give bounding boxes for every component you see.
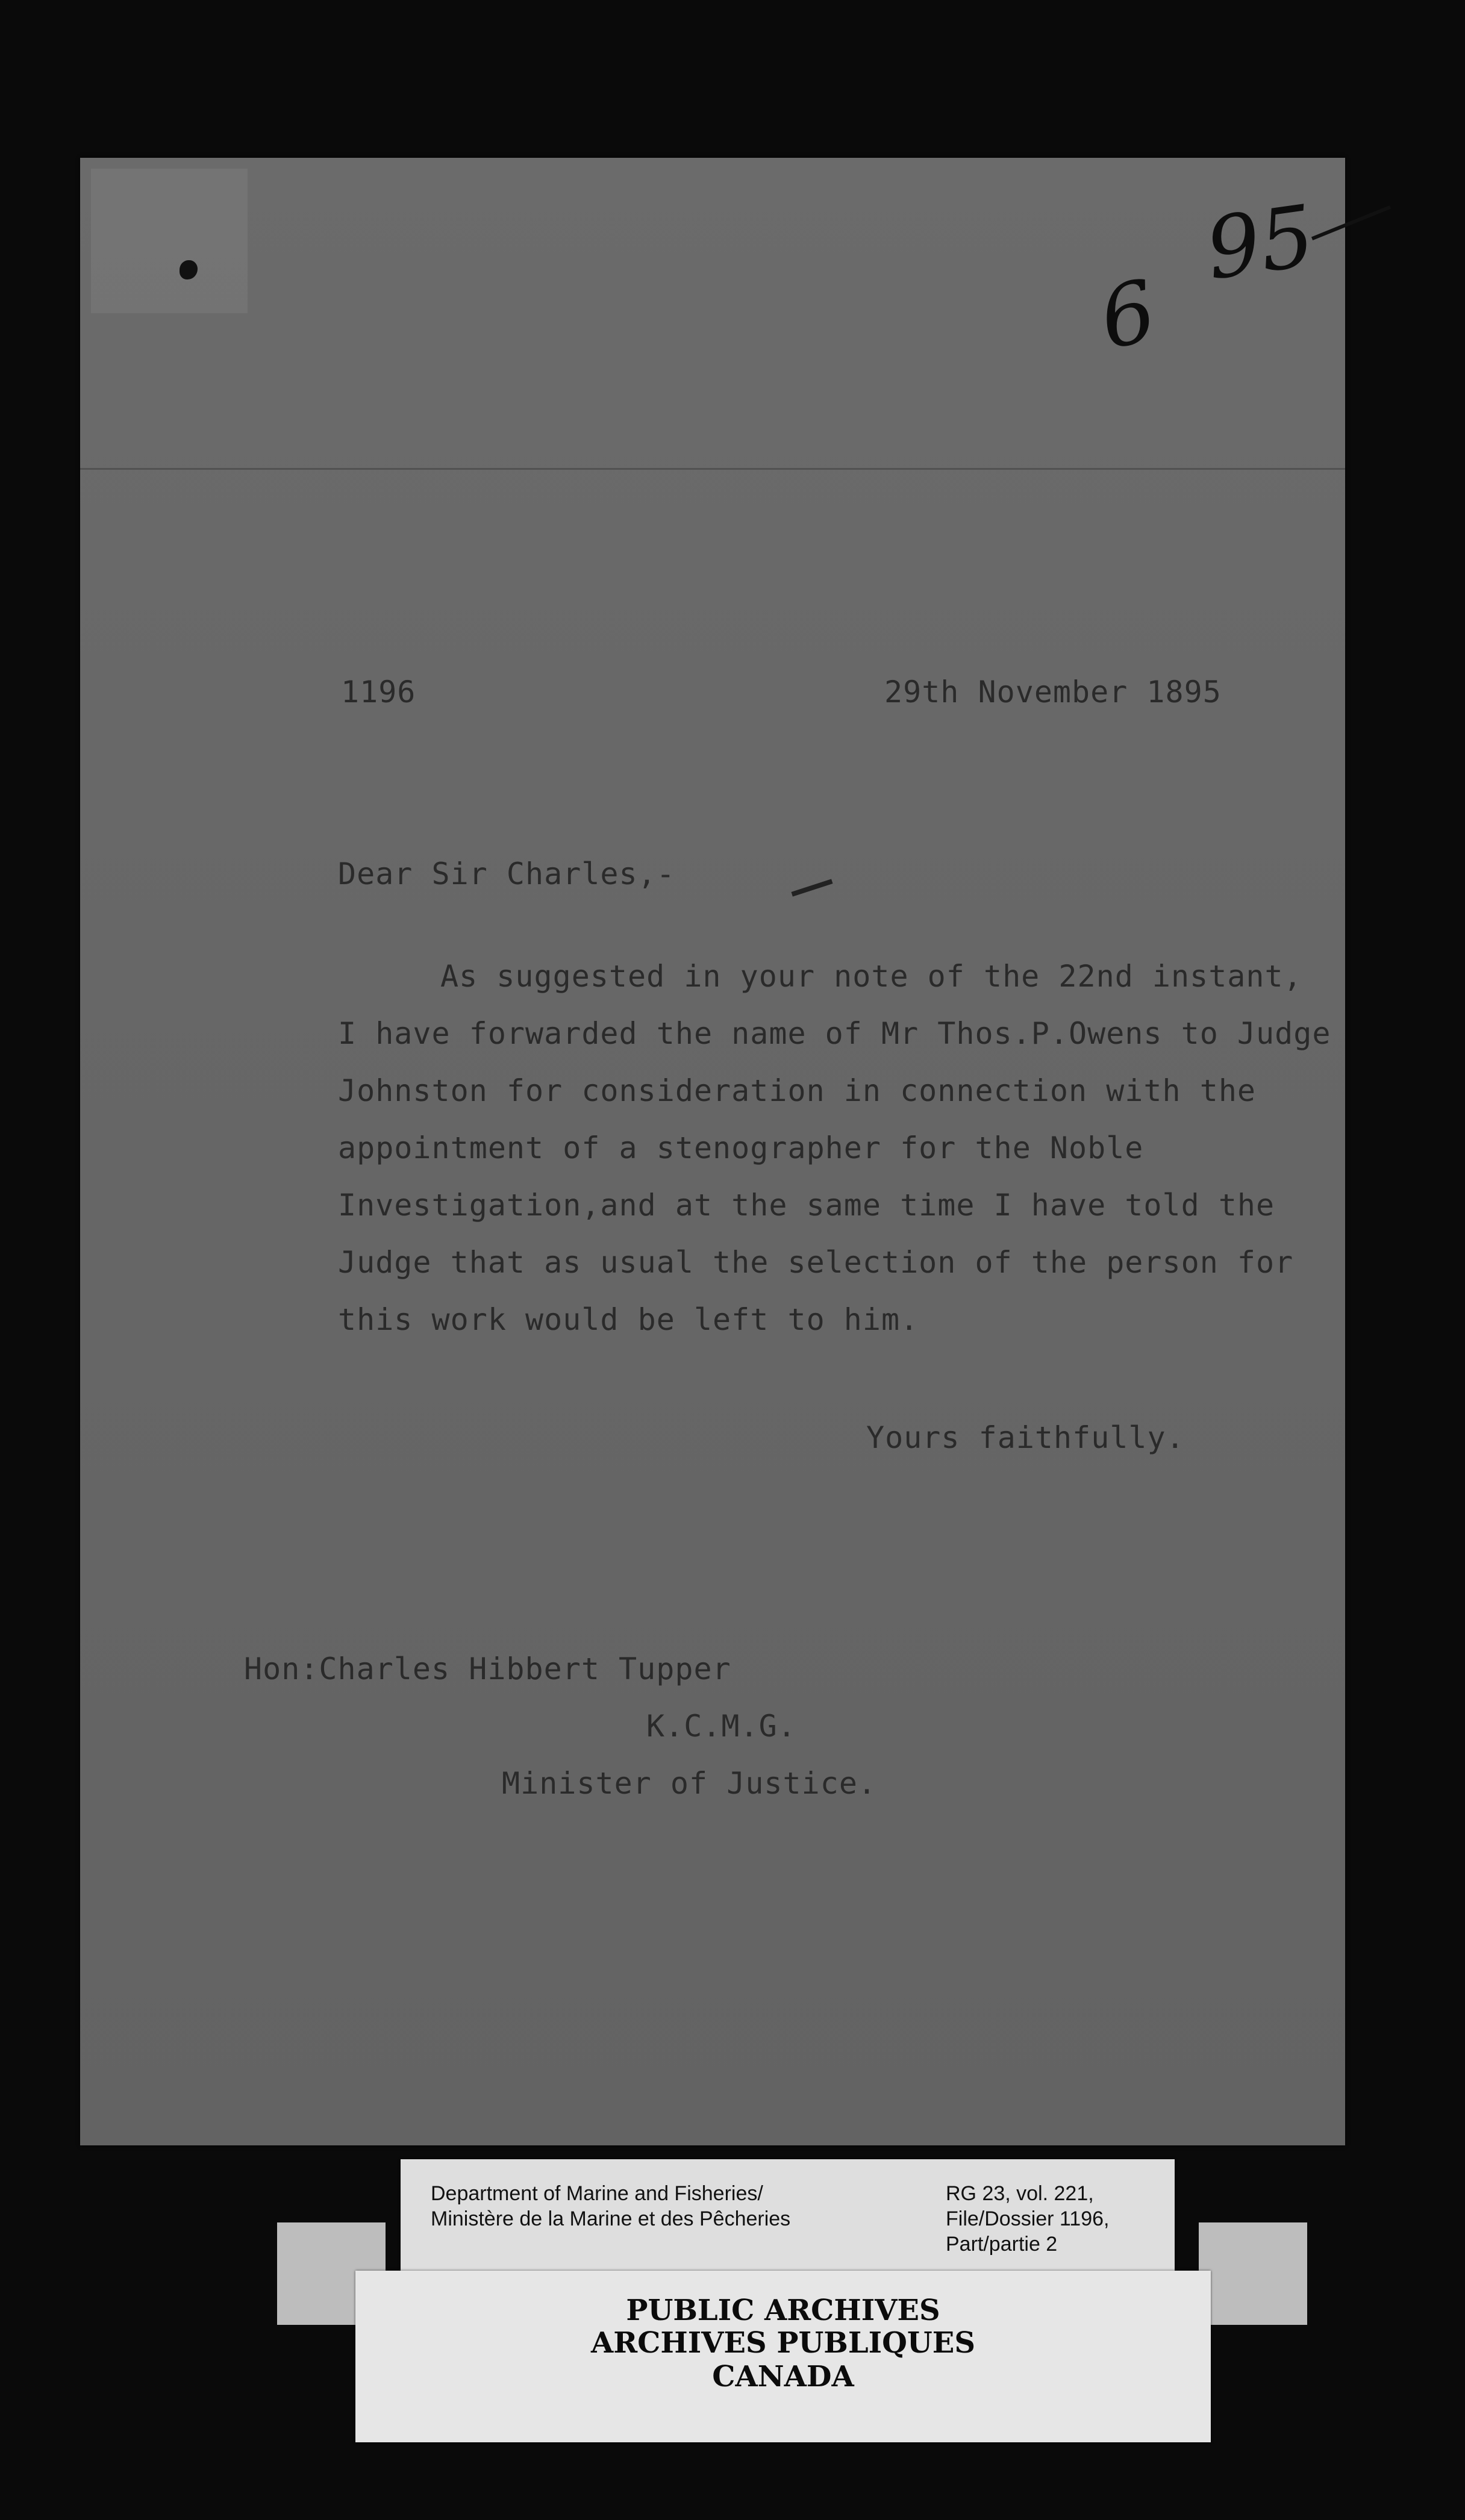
- stamp-line-country: CANADA: [712, 2360, 854, 2394]
- salutation: Dear Sir Charles,-: [338, 856, 675, 891]
- body-line: Judge that as usual the selection of the person for: [338, 1245, 1294, 1280]
- body-line: As suggested in your note of the 22nd instant,: [440, 959, 1302, 994]
- pen-mark: [791, 879, 832, 896]
- department-english: Department of Marine and Fisheries/: [431, 2182, 763, 2205]
- record-group-reference: RG 23, vol. 221,: [946, 2182, 1094, 2205]
- addressee-office: Minister of Justice.: [502, 1766, 877, 1801]
- addressee-name: Hon:Charles Hibbert Tupper: [244, 1651, 731, 1686]
- corner-paper-patch: [91, 169, 248, 313]
- public-archives-stamp: [355, 2271, 1211, 2442]
- film-clip-right: [1199, 2222, 1307, 2325]
- sheet-fold-line: [80, 468, 1345, 470]
- letter-sheet: [80, 158, 1345, 2145]
- body-line: I have forwarded the name of Mr Thos.P.Owens to Judge: [338, 1016, 1331, 1051]
- stamp-line-french: ARCHIVES PUBLIQUES: [591, 2326, 975, 2360]
- body-line: Johnston for consideration in connection with the: [338, 1073, 1257, 1108]
- archive-reference-label: [401, 2159, 1175, 2274]
- letter-date: 29th November 1895: [884, 675, 1222, 710]
- body-line: Investigation,and at the same time I have told the: [338, 1188, 1275, 1223]
- handwritten-stroke: [1311, 205, 1391, 240]
- file-dossier-reference: File/Dossier 1196,: [946, 2207, 1110, 2230]
- addressee-honours: K.C.M.G.: [646, 1709, 796, 1744]
- handwritten-page-number: 95: [1200, 187, 1320, 299]
- department-french: Ministère de la Marine et des Pêcheries: [431, 2207, 791, 2230]
- handwritten-mark-left: 6: [1092, 261, 1165, 369]
- body-line: this work would be left to him.: [338, 1302, 919, 1337]
- closing: Yours faithfully.: [866, 1420, 1185, 1455]
- stamp-line-english: PUBLIC ARCHIVES: [626, 2294, 940, 2327]
- body-line: appointment of a stenographer for the Noble: [338, 1131, 1144, 1165]
- file-reference-number: 1196: [341, 675, 416, 710]
- part-reference: Part/partie 2: [946, 2233, 1058, 2256]
